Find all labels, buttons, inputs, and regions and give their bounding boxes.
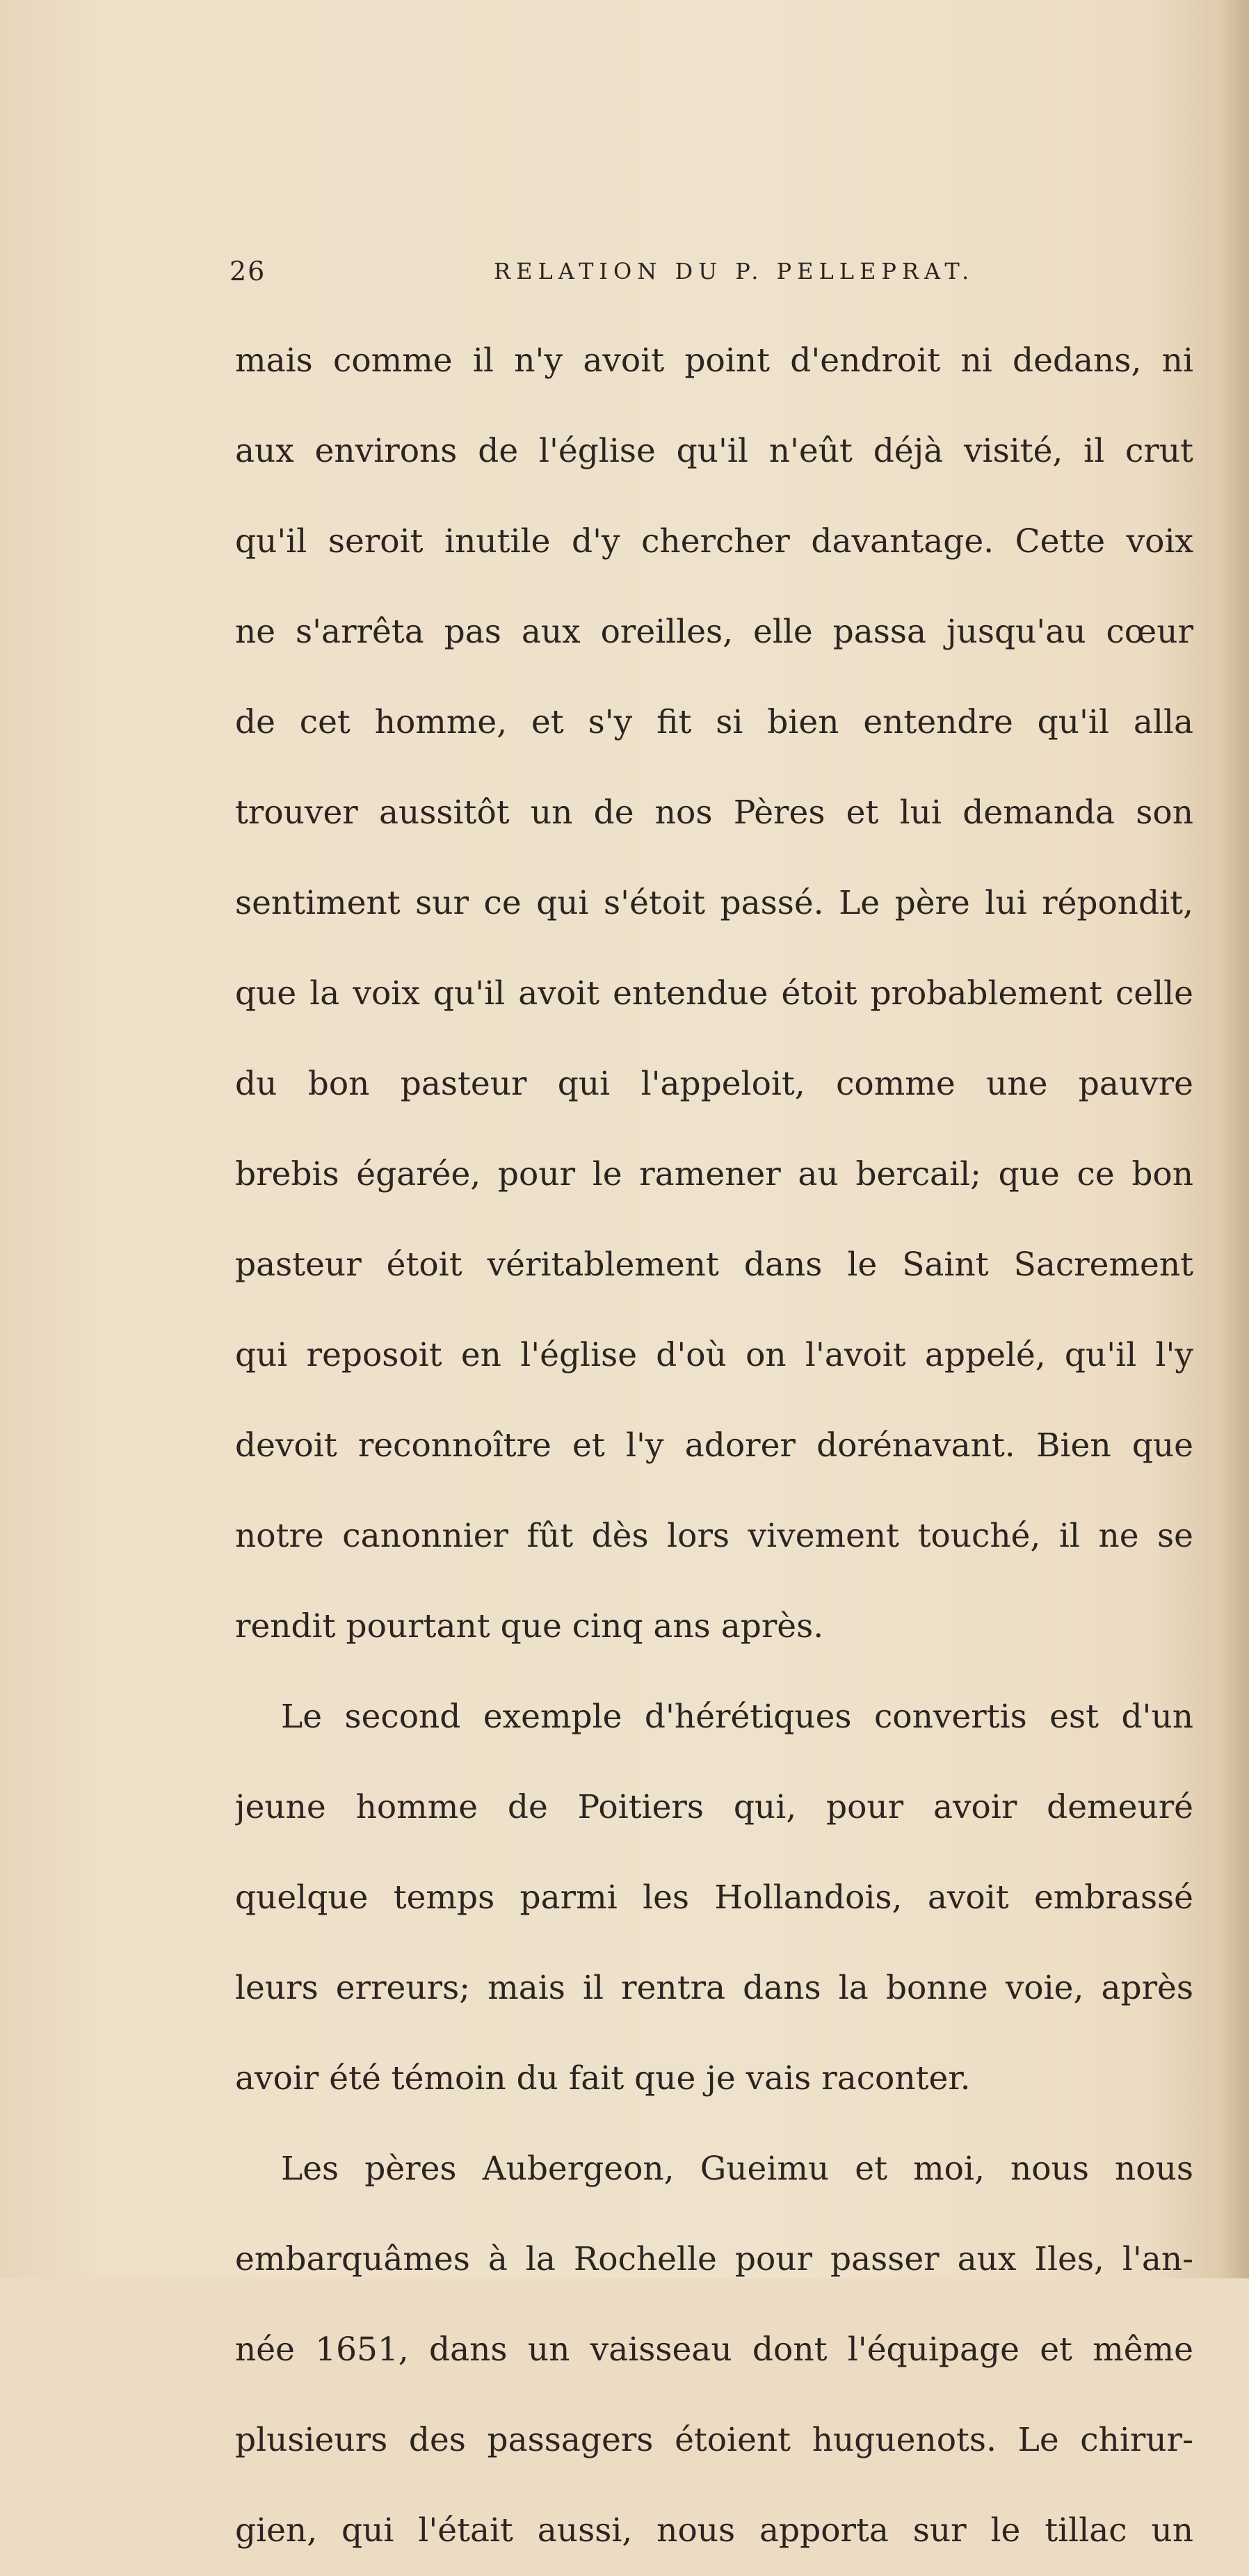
text-line: que la voix qu'il avoit entendue étoit probablement celle <box>235 974 1193 1013</box>
text-line: leurs erreurs; mais il rentra dans la bonne voie, après <box>235 1969 1193 2007</box>
text-line: de cet homme, et s'y fit si bien entendre qu'il alla <box>235 703 1193 741</box>
page-edge-shadow <box>1221 0 1249 2278</box>
body-text <box>235 316 1193 2576</box>
running-title: RELATION DU P. PELLEPRAT. <box>494 258 975 284</box>
text-line: ne s'arrêta pas aux oreilles, elle passa jusqu'au cœur <box>235 613 1193 651</box>
text-line: quelque temps parmi les Hollandois, avoit embrassé <box>235 1878 1193 1917</box>
text-line: embarquâmes à la Rochelle pour passer aux Iles, l'an- <box>235 2240 1193 2278</box>
page-number: 26 <box>229 256 266 287</box>
text-line: qui reposoit en l'église d'où on l'avoit appelé, qu'il l'y <box>235 1336 1193 1374</box>
text-line: brebis égarée, pour le ramener au bercail; que ce bon <box>235 1155 1193 1193</box>
text-line: plusieurs des passagers étoient huguenots. Le chirur- <box>235 2421 1193 2459</box>
paragraph-end-line: rendit pourtant que cinq ans après. <box>235 1607 824 1645</box>
text-line: jeune homme de Poitiers qui, pour avoir demeuré <box>235 1788 1193 1826</box>
text-line: aux environs de l'église qu'il n'eût déjà visité, il crut <box>235 432 1193 470</box>
text-line: qu'il seroit inutile d'y chercher davantage. Cette voix <box>235 522 1193 561</box>
text-line: née 1651, dans un vaisseau dont l'équipage et même <box>235 2331 1193 2369</box>
text-line: notre canonnier fût dès lors vivement touché, il ne se <box>235 1517 1193 1555</box>
running-header <box>229 250 1189 292</box>
text-line: gien, qui l'était aussi, nous apporta sur le tillac un <box>235 2511 1193 2550</box>
text-line: pasteur étoit véritablement dans le Saint Sacrement <box>235 1246 1193 1284</box>
paragraph-start-line: Les pères Aubergeon, Gueimu et moi, nous nous <box>281 2150 1193 2188</box>
text-line: sentiment sur ce qui s'étoit passé. Le père lui répondit, <box>235 884 1193 922</box>
text-line: trouver aussitôt un de nos Pères et lui demanda son <box>235 794 1193 832</box>
text-line: mais comme il n'y avoit point d'endroit ni dedans, ni <box>235 341 1193 380</box>
text-line: devoit reconnoître et l'y adorer dorénavant. Bien que <box>235 1426 1193 1465</box>
text-line: du bon pasteur qui l'appeloit, comme une pauvre <box>235 1065 1193 1103</box>
paragraph-start-line: Le second exemple d'hérétiques convertis est d'un <box>281 1698 1193 1736</box>
paragraph-end-line: avoir été témoin du fait que je vais raconter. <box>235 2059 971 2098</box>
